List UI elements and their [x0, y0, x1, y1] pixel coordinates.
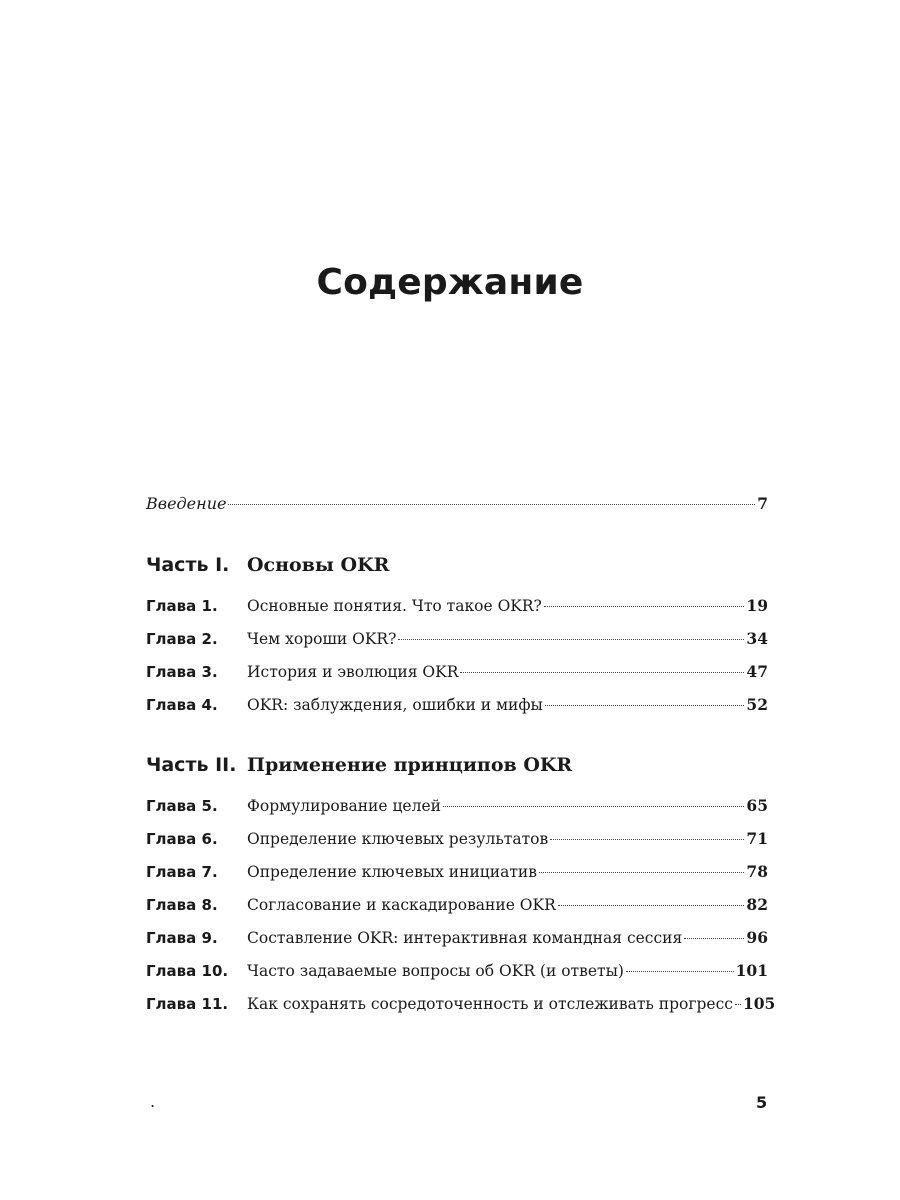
toc-page-number: 71 — [746, 829, 768, 848]
toc-page-number: 78 — [746, 862, 768, 881]
footer-page-number: 5 — [756, 1093, 768, 1112]
chapter-label: Глава 3. — [146, 663, 218, 681]
toc-entry-chapter-8[interactable] — [146, 895, 768, 928]
chapter-label: Глава 10. — [146, 962, 229, 980]
chapter-title: Определение ключевых результатов — [247, 830, 549, 848]
toc-entry-chapter-9[interactable] — [146, 928, 768, 961]
toc-entry-chapter-10[interactable] — [146, 961, 768, 994]
toc-entry-chapter-1[interactable] — [146, 596, 768, 629]
toc-page-number: 96 — [746, 928, 768, 947]
dot-leader — [544, 606, 745, 607]
page-title: Содержание — [316, 262, 584, 303]
chapter-title: История и эволюция OKR — [247, 663, 459, 681]
toc-page-number: 52 — [746, 695, 768, 714]
chapter-title: Согласование и каскадирование OKR — [247, 896, 556, 914]
chapter-label: Глава 1. — [146, 597, 218, 615]
part-heading-1 — [146, 554, 768, 584]
toc-entry-chapter-4[interactable] — [146, 695, 768, 728]
dot-leader — [539, 872, 744, 873]
dot-leader — [735, 1004, 741, 1005]
toc-page-number: 47 — [746, 662, 768, 681]
toc-page-number: 7 — [757, 494, 768, 513]
chapter-title: Составление OKR: интерактивная командная сессия — [247, 929, 683, 947]
toc-page-number: 65 — [746, 796, 768, 815]
toc-entry-chapter-2[interactable] — [146, 629, 768, 662]
toc-page-number: 101 — [735, 961, 768, 980]
part-title: Применение принципов OKR — [247, 754, 573, 776]
dot-leader — [550, 839, 744, 840]
toc-page-number: 105 — [742, 994, 776, 1013]
toc-entry-title: Введение — [146, 494, 227, 513]
chapter-title: Формулирование целей — [247, 797, 441, 815]
chapter-title: Как сохранять сосредоточенность и отслеживать прогресс — [247, 995, 733, 1013]
chapter-title: Часто задаваемые вопросы об OKR (и ответы) — [247, 962, 624, 980]
chapter-label: Глава 7. — [146, 863, 218, 881]
dot-leader — [460, 672, 744, 673]
toc-entry-chapter-3[interactable] — [146, 662, 768, 695]
chapter-label: Глава 9. — [146, 929, 218, 947]
footer-mark: . — [150, 1092, 156, 1111]
chapter-label: Глава 4. — [146, 696, 218, 714]
dot-leader — [626, 971, 734, 972]
toc-page-number: 34 — [746, 629, 768, 648]
chapter-label: Глава 6. — [146, 830, 218, 848]
dot-leader — [545, 705, 745, 706]
part-title: Основы OKR — [247, 554, 390, 576]
chapter-label: Глава 5. — [146, 797, 218, 815]
dot-leader — [228, 504, 755, 505]
toc-page-number: 19 — [746, 596, 768, 615]
chapter-title: Определение ключевых инициатив — [247, 863, 537, 881]
part-label: Часть II. — [146, 754, 237, 776]
table-of-contents — [146, 494, 776, 1027]
dot-leader — [398, 639, 744, 640]
toc-entry-chapter-5[interactable] — [146, 796, 768, 829]
toc-page-number: 82 — [746, 895, 768, 914]
dot-leader — [558, 905, 745, 906]
part-heading-2 — [146, 754, 768, 784]
toc-entry-intro[interactable] — [146, 494, 768, 524]
dot-leader — [684, 938, 744, 939]
chapter-label: Глава 8. — [146, 896, 218, 914]
toc-entry-chapter-6[interactable] — [146, 829, 768, 862]
dot-leader — [443, 806, 744, 807]
chapter-title: OKR: заблуждения, ошибки и мифы — [247, 696, 543, 714]
chapter-label: Глава 11. — [146, 995, 229, 1013]
chapter-title: Основные понятия. Что такое OKR? — [247, 597, 542, 615]
part-label: Часть I. — [146, 554, 230, 576]
chapter-label: Глава 2. — [146, 630, 218, 648]
toc-entry-chapter-7[interactable] — [146, 862, 768, 895]
chapter-title: Чем хороши OKR? — [247, 630, 397, 648]
toc-entry-chapter-11[interactable] — [146, 994, 776, 1027]
